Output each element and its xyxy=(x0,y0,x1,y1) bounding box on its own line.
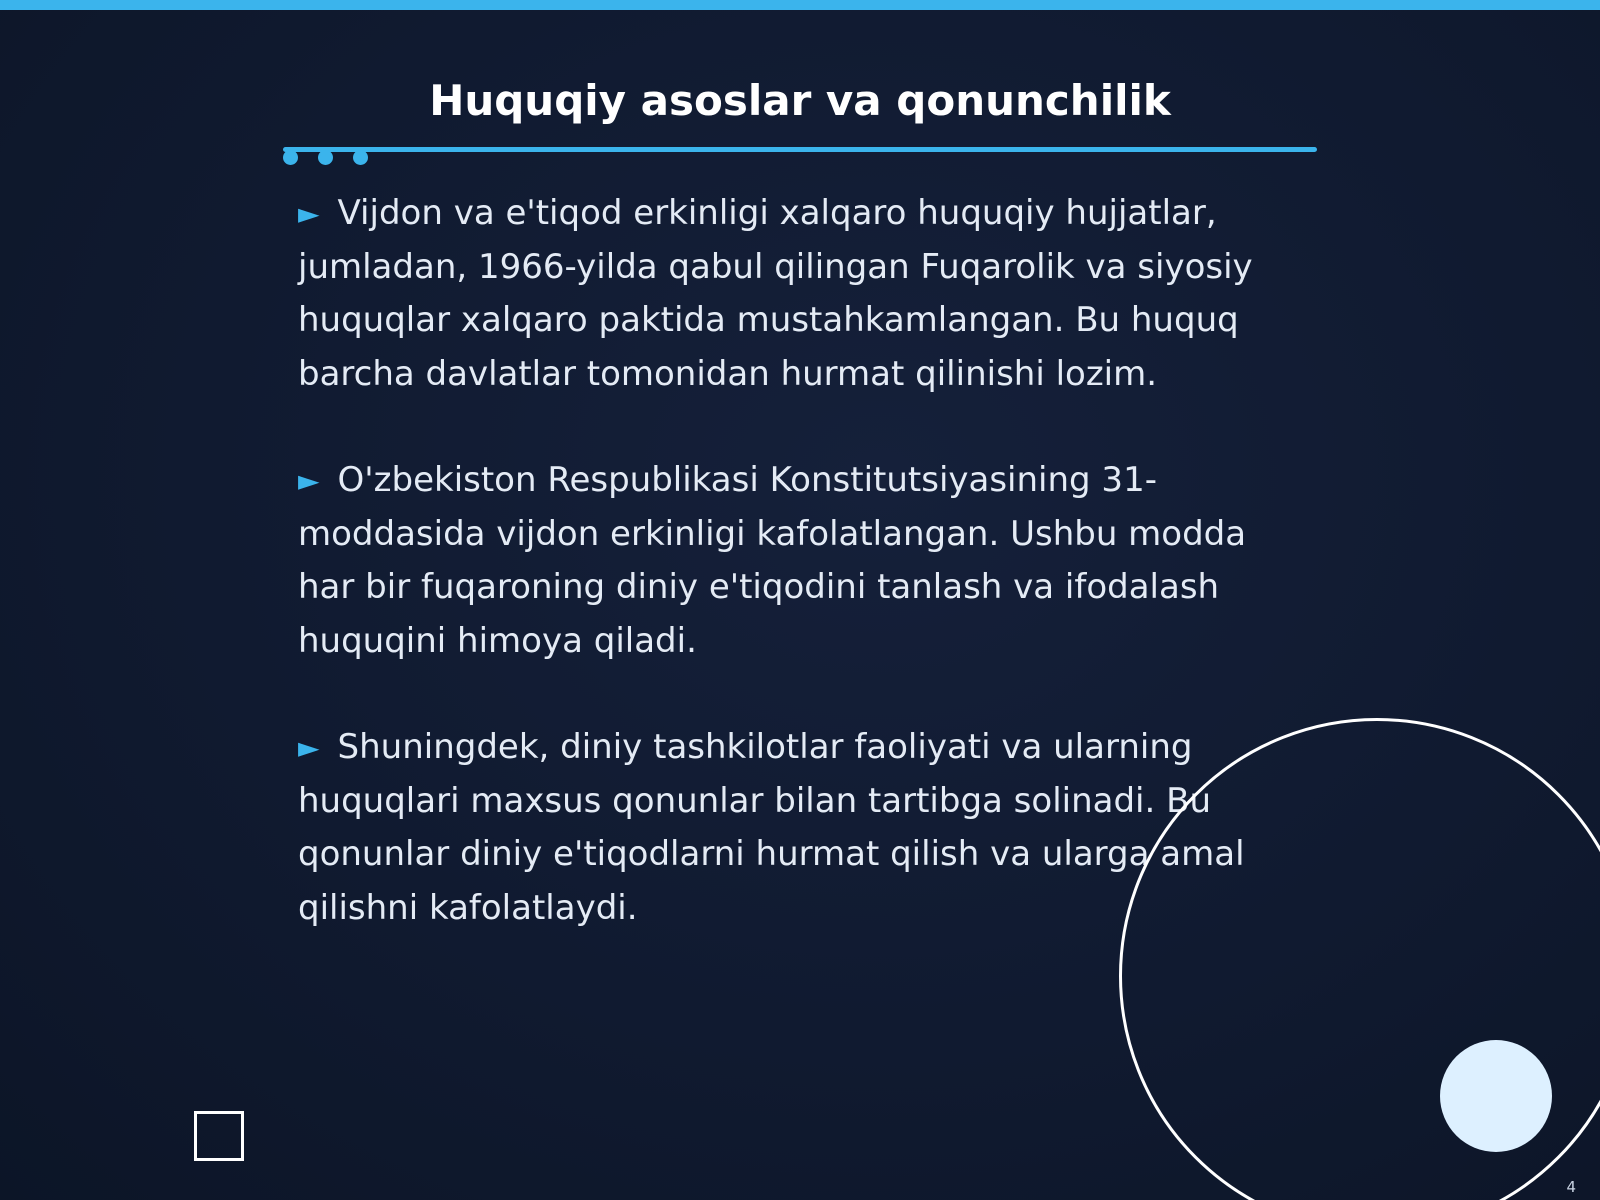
page-number: 4 xyxy=(1566,1178,1576,1196)
title-underline xyxy=(283,147,1317,152)
decorative-dot xyxy=(283,150,298,165)
decorative-square xyxy=(194,1111,244,1161)
slide-title: Huquqiy asoslar va qonunchilik xyxy=(429,76,1171,125)
decorative-filled-circle xyxy=(1440,1040,1552,1152)
play-triangle-icon: ► xyxy=(298,197,320,230)
play-triangle-icon: ► xyxy=(298,464,320,497)
bullet-item xyxy=(298,454,1313,668)
bullet-item xyxy=(298,187,1313,401)
bullet-text: O'zbekiston Respublikasi Konstitutsiyasining 31-moddasida vijdon erkinligi kafolatlangan. Ushbu modda har bir fuqaroning diniy e'tiqodini tanlash va ifodalash huquqini himoya qiladi. xyxy=(298,460,1247,661)
top-accent-bar xyxy=(0,0,1600,10)
bullet-text: Vijdon va e'tiqod erkinligi xalqaro huquqiy hujjatlar, jumladan, 1966-yilda qabul qilingan Fuqarolik va siyosiy huquqlar xalqaro paktida mustahkamlangan. Bu huquq barcha davlatlar tomonidan hurmat qilinishi lozim. xyxy=(298,193,1253,394)
bullet-text: Shuningdek, diniy tashkilotlar faoliyati va ularning huquqlari maxsus qonunlar bilan tartibga solinadi. Bu qonunlar diniy e'tiqodlarni hurmat qilish va ularga amal qilishni kafolatlaydi. xyxy=(298,727,1245,928)
decorative-dot xyxy=(353,150,368,165)
decorative-dot xyxy=(318,150,333,165)
play-triangle-icon: ► xyxy=(298,731,320,764)
